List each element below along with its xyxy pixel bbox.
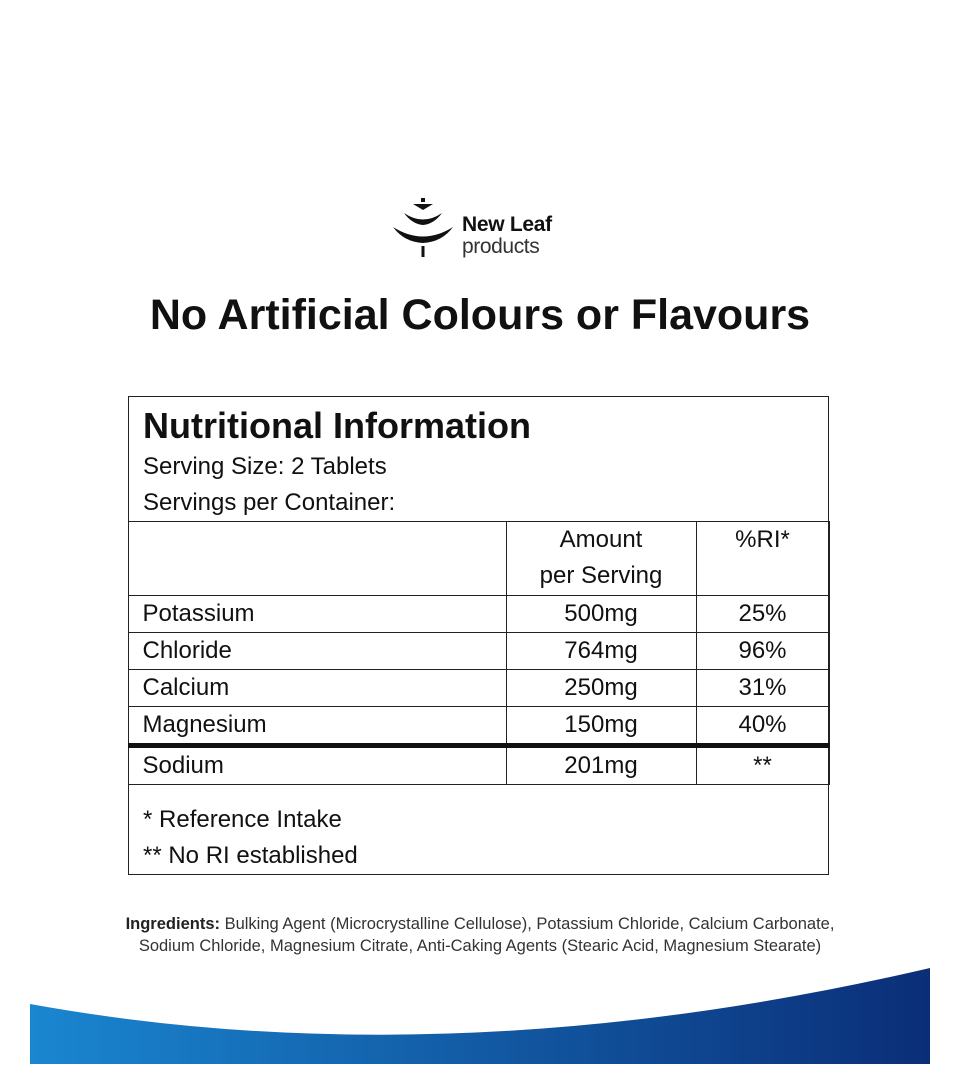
servings-per-container: Servings per Container:	[143, 489, 396, 516]
nutrient-name: Calcium	[128, 670, 506, 707]
nutrient-name: Chloride	[128, 633, 506, 670]
table-row	[128, 746, 829, 785]
nutrient-amount: 764mg	[506, 633, 696, 670]
leaf-tree-icon	[390, 196, 456, 260]
nutrient-ri: 31%	[696, 670, 829, 707]
table-row	[128, 707, 829, 746]
nutrition-panel	[128, 396, 829, 875]
footnote-reference-intake: * Reference Intake	[143, 806, 342, 833]
table-row	[128, 670, 829, 707]
nutrition-table	[128, 521, 830, 785]
header-ri: %RI*	[696, 522, 829, 596]
footnotes	[143, 802, 358, 874]
brand-name: New Leaf	[462, 213, 552, 236]
header-amount	[506, 522, 696, 596]
nutrient-amount: 150mg	[506, 707, 696, 746]
brand-subtitle: products	[462, 235, 540, 258]
nutrient-ri: **	[696, 746, 829, 785]
nutrient-amount: 500mg	[506, 596, 696, 633]
ingredients-label: Ingredients:	[125, 915, 220, 933]
nutrition-title: Nutritional Information	[143, 405, 531, 446]
table-row	[128, 633, 829, 670]
header-amount-line1: Amount	[559, 526, 643, 553]
page-headline: No Artificial Colours or Flavours	[149, 291, 811, 339]
nutrient-name: Magnesium	[128, 707, 506, 746]
brand-logo	[390, 196, 580, 260]
ingredients-list: Bulking Agent (Microcrystalline Cellulose), Potassium Chloride, Calcium Carbonate, Sodium Chloride, Magnesium Citrate, Anti-Caking Agents (Stearic Acid, Magnesium Stearate)	[138, 915, 835, 955]
nutrient-amount: 250mg	[506, 670, 696, 707]
nutrient-amount: 201mg	[506, 746, 696, 785]
decorative-wave	[30, 960, 930, 1064]
nutrient-name: Potassium	[128, 596, 506, 633]
serving-size: Serving Size: 2 Tablets	[143, 453, 387, 480]
nutrient-ri: 96%	[696, 633, 829, 670]
header-nutrient	[128, 522, 506, 596]
table-header-row	[128, 522, 829, 596]
nutrient-ri: 25%	[696, 596, 829, 633]
header-amount-line2: per Serving	[539, 562, 663, 589]
nutrient-name: Sodium	[128, 746, 506, 785]
ingredients-text	[100, 914, 860, 957]
nutrient-ri: 40%	[696, 707, 829, 746]
footnote-no-ri: ** No RI established	[143, 842, 358, 869]
table-row	[128, 596, 829, 633]
